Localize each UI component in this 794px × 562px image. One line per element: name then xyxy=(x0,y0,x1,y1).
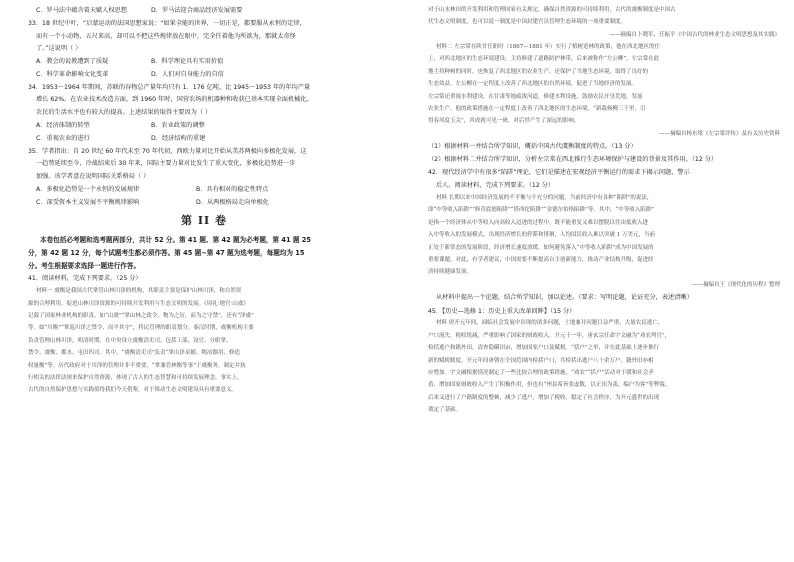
q32-option-d: D．罗马法迎合商品经济发展需要 xyxy=(151,7,243,14)
q34-stem-line1: 34．1953～1964 年期间，苏联的谷物总产量年均只有 1．176 亿吨，比 1945～1953 年的年均产量 xyxy=(28,83,311,91)
q35-option-a: A．多极化趋势是一个永恒的发展规律 xyxy=(36,185,140,193)
q35-options-ab xyxy=(28,185,380,195)
q35-option-d: D．从两极格局走向单极化 xyxy=(196,198,269,206)
q33-options-ab xyxy=(28,57,380,67)
q42-stem-line2: 后人。阅读材料，完成下列要求。（12 分） xyxy=(436,182,555,190)
q45-material-line4: 新的赋税制度。开元年间唐朝在全国范围内检括户口，共检括出逃户八十余万户，籍外田亦相 xyxy=(428,357,654,364)
q32-options-cd xyxy=(28,6,380,16)
q42-ask: 从材料中提出一个论题，结合所学知识，加以论述。（要求：写明论题，论证充分，表述清晰） xyxy=(436,294,693,302)
q34-options-ab xyxy=(28,121,380,131)
q32-option-c: C．罗马法中蕴含着天赋人权思想 xyxy=(36,7,127,14)
q41-question2: （2）根据材料二并结合所学知识，分析左宗棠在西北推行生态环境保护与建设的背景及其作用。（12 分） xyxy=(428,155,718,163)
q42-stem-line1: 42．现代经济学中有很多“陷阱”理论，它们是描述在宏观经济平衡运行的需求下揭示问题，警示 xyxy=(428,169,690,177)
q33-options-cd xyxy=(28,70,380,80)
q41-material1-line7: 权量衡”等。历代政府对于川泽的管理并非不重要，“掌兼管林衡等事”于虞衡务，制定并执 xyxy=(28,362,246,369)
q45-material-line3: 检括逃户和籍外田，清查隐瞒田亩，增加国家户口及赋税。“括户”之举，并在此基础上逐步推行 xyxy=(428,345,660,352)
q41-material1-line9: 古代的自然保护思想与实践值得我们今天借鉴，对于推动生态文明建设具有重要意义。 xyxy=(28,387,238,394)
q41-material2-line6: 农业生产。他的政策措施在一定程度上改善了西北地区的生态环境。“新栽杨柳三千里，引 xyxy=(428,106,646,113)
q33-option-d: D．人们对自身能力的自信 xyxy=(151,70,224,78)
q34-option-b: B．农业政策的调整 xyxy=(151,122,205,130)
q41-question1: （1）根据材料一并结合所学知识，概括中国古代虞衡制度的特点。（13 分） xyxy=(428,143,637,151)
q41-material1-line1: 材料一 虞衡是我国古代掌管山林川泽的机构，其职责主要是保护山林川泽，和自然资 xyxy=(36,288,242,295)
q41-material2-line1: 材料二 左宗棠在陕甘任职时（1867—1881 年）实行了植树造林的政策，他在西北地区的任 xyxy=(436,44,660,51)
q41-material2-line5: 左宗棠还重视水利建设，在甘肃等地疏浚河道，修建水利设施，鼓励农民开垦荒地，发展 xyxy=(428,93,643,100)
q41-material1-line4: 等。如“川衡”“掌巡川泽之禁令，而平其守”，将民管理的职责划分。秦汉时期，虞衡机构主要 xyxy=(28,325,254,332)
q34-stem-line2: 增长 62%。在农业技术改造方面，到 1960 年时，国营农场的机器种和收获已基本实现全面机械化。 xyxy=(36,96,313,104)
q34-option-c: C．重视农业的进行 xyxy=(36,134,90,142)
q41-material1-line5: 负责管理山林川泽，明清时期，在中央设立虞衡清吏司，包括工部，设官、分职掌、 xyxy=(28,337,232,344)
q42-material-line6: 重要课题。对此，有学者建议，中国需要不断提高自主创新能力，推动产业结构升级，促进经 xyxy=(428,257,654,264)
q33-option-a: A．教会的说教遭到了质疑 xyxy=(36,58,109,66)
q41-material1-line8: 行相关的法律法规来保护自然资源，体现了古人的生态智慧和可持续发展理念。事实上， xyxy=(28,374,243,381)
q41-material1-line3: 记载了国家林业机构的职责，如“山虞”“掌山林之政令，物为之厉，而为之守禁”，还有“泽虞” xyxy=(28,312,254,319)
right-column xyxy=(428,6,780,419)
q35-stem-line2: 一趋势延续至今，冷战结束后 30 年来，国际主要力量对比发生了重大变化，多极化趋势进一步 xyxy=(36,160,296,168)
instructions-line2: 分，第 42 题 12 分，每个试题考生都必须作答。第 45 题~第 47 题为选考题，每题均为 15 xyxy=(28,249,305,258)
q34-option-a: A．经济体制的转型 xyxy=(36,122,90,130)
q33-option-c: C．科学革命影响文化变革 xyxy=(36,70,109,78)
q33-option-b: B．科学理论具有实用价值 xyxy=(151,58,224,66)
section-title: 第 II 卷 xyxy=(181,214,227,228)
q42-material-line4: 入中等收入的发展模式，出现经济增长的停滞和徘徊，人均国民收入难以突破 1 万美元，当前 xyxy=(428,232,655,239)
q41-material2-line4: 生态效益。左公柳在一定程度上改善了西北地区的自然环境，促进了当地经济的发展。 xyxy=(428,81,638,88)
q41-source2: ——摘编自杨东梁《左宗棠评传》及有关历史资料 xyxy=(658,130,780,137)
q41-stem: 41．阅读材料，完成下列要求。（25 分） xyxy=(28,275,142,283)
q42-material-line1: 材料 长期以来中国经济发展的不平衡与不充分的问题，当前经济中有各种“陷阱”的说法， xyxy=(436,195,653,201)
q41-material2-line2: 上，对西北地区的生态环境建设，主持修建了道路防护林带，后来被称作“左公柳”。左宗棠在此 xyxy=(428,56,660,63)
q34-options-cd xyxy=(28,134,380,144)
q42-material-line5: 正处于新常态的发展阶段，经济增长速度放缓，如何避免落入“中等收入陷阱”成为中国发展的 xyxy=(428,244,654,251)
q41-material2-line7: 得春风度玉关”，其成就可见一斑，对后世产生了深远的影响。 xyxy=(428,118,580,125)
q34-option-d: D．经济结构的重建 xyxy=(151,134,206,142)
q35-stem-line3: 加强。该学者意在说明国际关系格局（ ） xyxy=(36,173,150,181)
q33-stem-line1: 33．18 世纪中叶，“启蒙运动的法国思想家说：“如果全能的世界，一切正是，都要服从永恒的定律， xyxy=(28,19,306,27)
left-column xyxy=(28,6,380,399)
q45-material-line1: 材料 唐开元年间，面临社会发展中出现的诸多问题，土地兼并问题日益严重，大量农民逃亡， xyxy=(436,320,664,327)
q41-material2-line3: 地主持种树的同时，也恢复了西北地区的农业生产，还保护了当地生态环境，取得了良好的 xyxy=(428,68,649,75)
instructions-line3: 分。考生根据要求选择一题进行作答。 xyxy=(28,262,141,271)
q42-material-line2: 即“中等收入陷阱”“修昔底德陷阱”“塔西佗陷阱”“金德尔伯格陷阱”等。其中，“中等收入陷阱” xyxy=(428,207,655,214)
q35-options-cd xyxy=(28,198,380,208)
q41-material1-line2: 源的合理利用，促进山林川泽资源的可持续开发利用与生态文明的发展。《周礼·地官·山虞》 xyxy=(28,300,249,307)
q35-option-b: B．具有相对的稳定性特点 xyxy=(196,185,269,193)
q45-material-line6: 盾、增加国家财政收入产生了积极作用，但也有“州县希旨张虚数，以正田为羡，编户为客”等弊端， xyxy=(428,382,671,389)
q42-material-line3: 是指一个经济体从中等收入向高收入迈进的过程中，既不能重复又难以摆脱以往由低收入进 xyxy=(428,219,649,226)
q42-source: ——摘编自王《现代化的历程》整理 xyxy=(691,281,780,288)
q41-material1-cont-line1: 对于山水林田的开发利用和管理国家有关规定，确保自然资源的可持续利用，古代的虞衡制度是中国古 xyxy=(428,7,676,13)
q41-material1-line6: 禁令、虞衡、都水、屯田四司。其中，“虞衡清吏司”负责“掌山泽采捕、陶冶器用、修造 xyxy=(28,350,240,357)
q45-stem: 45．【历史—选修 1：历史上重大改革回眸】（15 分） xyxy=(428,307,576,315)
q33-stem-line3: 了。”这说明（ ） xyxy=(36,45,82,53)
q41-material1-cont-line2: 代生态文明制度，也可以说一制度是中国封建官员管理生态环境的一项重要制度。 xyxy=(428,19,627,26)
q34-stem-line3: 农民的生活水平也有较大的提高。上述结果的取得主要因为（ ） xyxy=(36,109,212,117)
instructions-line1: 本卷包括必考题和选考题两部分，共计 52 分。第 41 题、第 42 题为必考题，第 41 题 25 xyxy=(40,236,311,245)
q33-stem-line2: 而有一个小动物，五尺来高，却可以不把这些规律放在眼中，完全任着他为所欲为，那就太奇怪 xyxy=(36,32,296,40)
q42-material-line7: 济持续健康发展。 xyxy=(428,269,473,276)
q35-option-c: C．深受资本主义发展不平衡规律影响 xyxy=(36,198,140,206)
q45-material-line2: 户口流失，税收锐减，严重影响了国家的财政收入。开元十一年，唐玄宗任命宇文融为“劝农判官”， xyxy=(428,332,671,339)
q35-stem-line1: 35．学者指出：自 20 世纪 60 年代末至 70 年代初，西欧力量对比开始从美苏两极向多极化发展，这 xyxy=(28,147,307,155)
q45-material-line7: 后来又进行了户籍制度的整顿，减少了逃户，增加了税收，稳定了社会秩序，为开元盛世的出现 xyxy=(428,394,660,401)
q45-material-line8: 奠定了基础。 xyxy=(428,407,462,414)
q41-source1: ——摘编自卜晓军、任振平《中国古代的林业生态文明思想及其实践》 xyxy=(609,31,780,38)
q45-material-line5: 应增加。宇文融根据情况制定了一些比较合理的政策措施，“劝农”“括户”活动对于缓和社会矛 xyxy=(428,370,654,377)
